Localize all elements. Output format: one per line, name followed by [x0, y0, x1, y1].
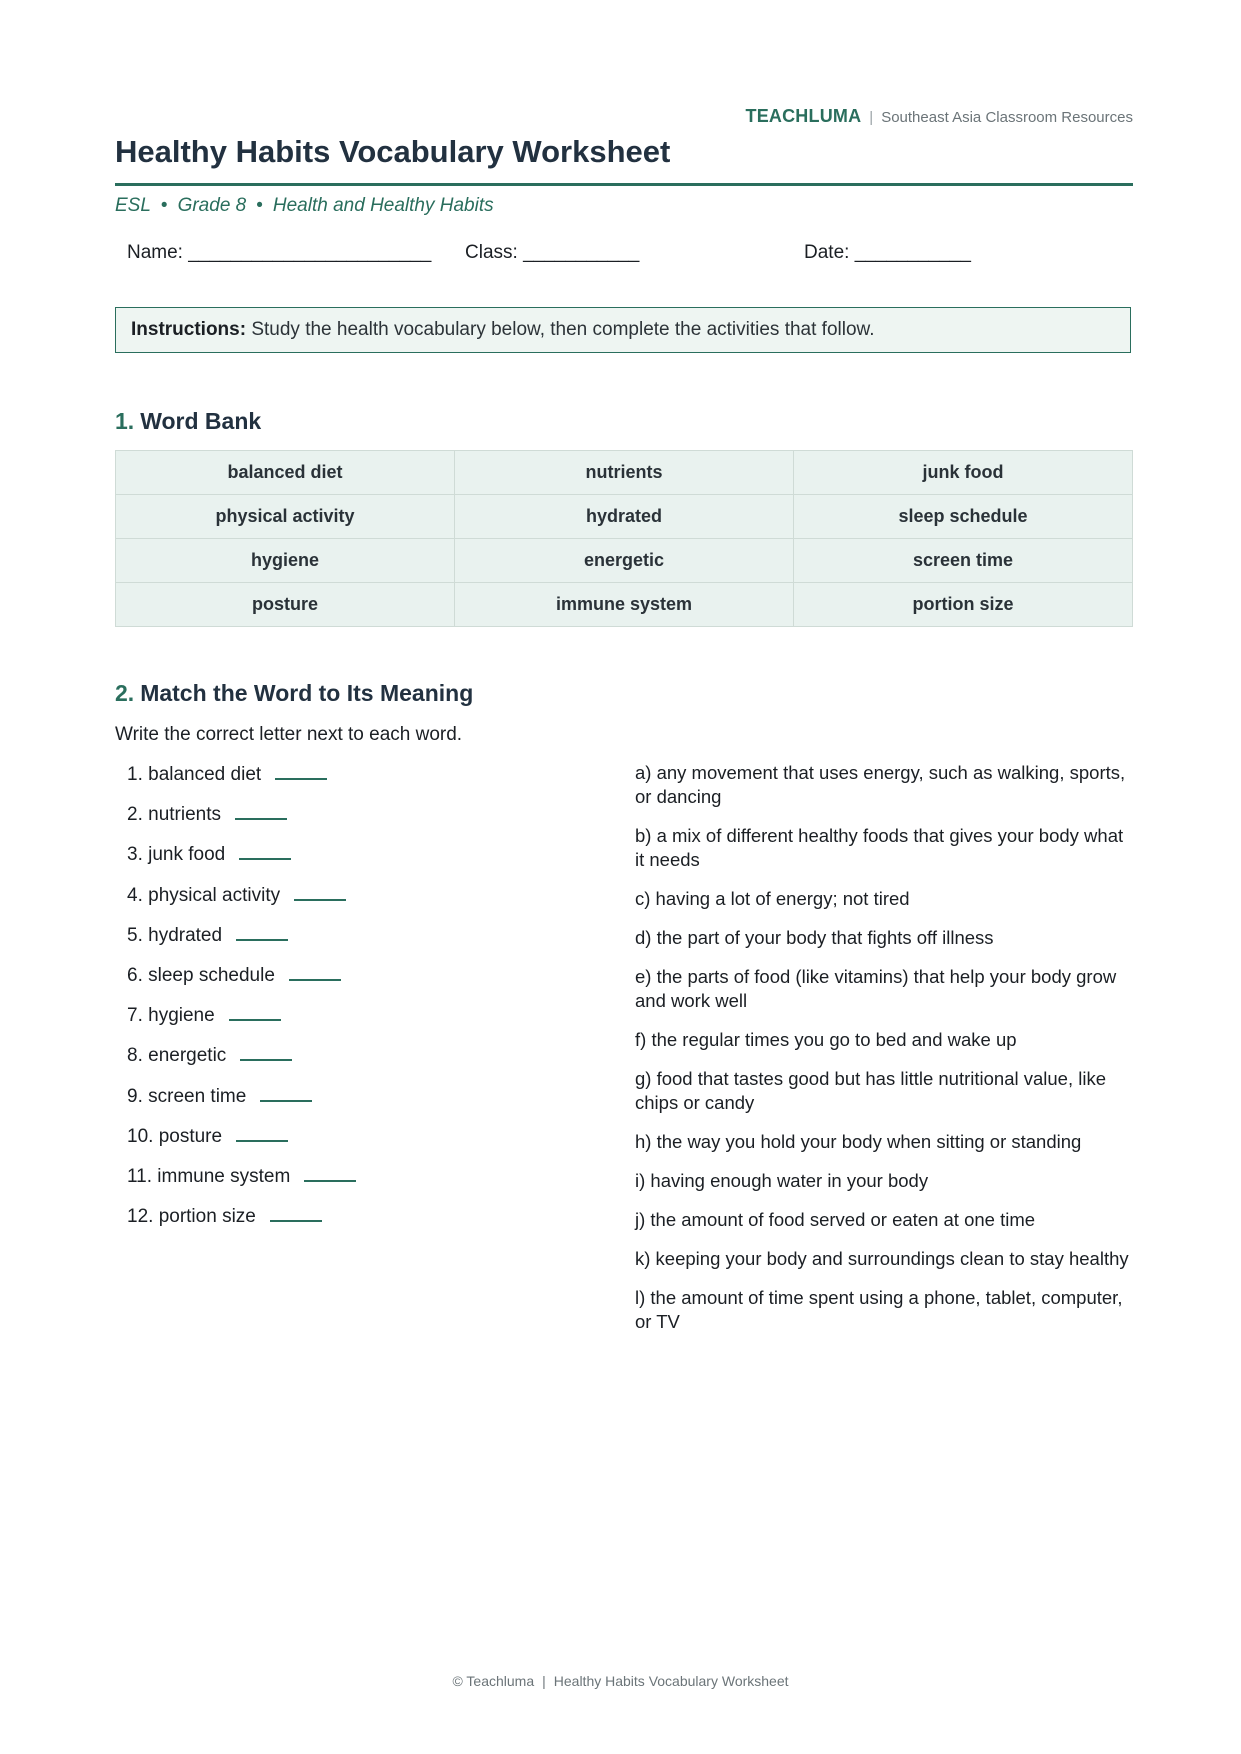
instructions-text: Study the health vocabulary below, then complete the activities that follow.: [246, 319, 875, 340]
match-word-label: 10. posture: [127, 1125, 223, 1147]
name-field[interactable]: Name: _______________________: [127, 242, 432, 263]
match-word-label: 9. screen time: [127, 1085, 247, 1107]
match-word-item: [127, 761, 597, 801]
definition-item: f) the regular times you go to bed and wake up: [635, 1029, 1017, 1050]
brand-tagline: Southeast Asia Classroom Resources: [881, 109, 1133, 126]
match-word-label: 2. nutrients: [127, 804, 221, 826]
match-word-item: [127, 1203, 597, 1243]
word-bank-row: [116, 583, 1133, 627]
answer-blank[interactable]: [289, 962, 341, 981]
match-word-item: [127, 922, 597, 962]
match-word-item: [127, 801, 597, 841]
match-word-label: 4. physical activity: [127, 884, 281, 906]
definition-item: g) food that tastes good but has little nutritional value, like chips or candy: [635, 1068, 1107, 1113]
section-2-heading: [115, 680, 473, 707]
subtitle-subject: ESL: [115, 195, 151, 216]
subtitle: [115, 195, 494, 217]
match-word-item: [127, 1163, 597, 1203]
section-number: 2.: [115, 680, 135, 706]
match-word-item: [127, 1123, 597, 1163]
page-footer: [0, 1673, 1241, 1689]
instructions-label: Instructions:: [131, 319, 247, 340]
match-word-item: [127, 1002, 597, 1042]
date-field[interactable]: Date: ___________: [804, 242, 971, 263]
word-bank-table: [115, 450, 1133, 627]
definition-item: k) keeping your body and surroundings clean to stay healthy: [635, 1248, 1129, 1269]
match-word-item: [127, 1042, 597, 1082]
definition-item: c) having a lot of energy; not tired: [635, 888, 910, 909]
definition-item: i) having enough water in your body: [635, 1170, 929, 1191]
word-bank-cell: sleep schedule: [794, 495, 1133, 539]
subtitle-dot: •: [256, 195, 263, 216]
subtitle-dot: •: [160, 195, 168, 216]
word-bank-row: [116, 451, 1133, 495]
section-number: 1.: [115, 408, 135, 434]
match-word-list: [127, 761, 597, 1243]
answer-blank[interactable]: [294, 882, 346, 901]
match-word-item: [127, 1083, 597, 1123]
definition-item: b) a mix of different healthy foods that gives your body what it needs: [635, 825, 1124, 870]
word-bank-cell: junk food: [794, 451, 1133, 495]
match-word-item: [127, 841, 597, 881]
brand-name: TEACHLUMA: [745, 106, 862, 126]
instructions-box: [115, 307, 1131, 353]
answer-blank[interactable]: [236, 1123, 288, 1142]
match-word-item: [127, 962, 597, 1002]
match-word-label: 11. immune system: [127, 1165, 291, 1187]
word-bank-cell: posture: [116, 583, 455, 627]
definition-item: d) the part of your body that fights off illness: [635, 927, 994, 948]
definition-item: e) the parts of food (like vitamins) that help your body grow and work well: [635, 966, 1117, 1011]
match-word-label: 6. sleep schedule: [127, 964, 275, 986]
answer-blank[interactable]: [236, 922, 288, 941]
answer-blank[interactable]: [240, 1042, 292, 1061]
answer-blank[interactable]: [239, 841, 291, 860]
match-word-label: 5. hydrated: [127, 924, 223, 946]
match-instructions: Write the correct letter next to each word.: [115, 724, 463, 745]
match-word-label: 3. junk food: [127, 844, 226, 866]
match-word-label: 8. energetic: [127, 1045, 227, 1067]
word-bank-row: [116, 539, 1133, 583]
subtitle-topic: Health and Healthy Habits: [272, 195, 494, 216]
word-bank-cell: hydrated: [455, 495, 794, 539]
class-field[interactable]: Class: ___________: [465, 242, 640, 263]
subtitle-grade: Grade 8: [177, 195, 247, 216]
match-word-label: 12. portion size: [127, 1206, 256, 1228]
match-word-label: 7. hygiene: [127, 1005, 215, 1027]
word-bank-cell: physical activity: [116, 495, 455, 539]
word-bank-cell: balanced diet: [116, 451, 455, 495]
definition-item: j) the amount of food served or eaten at one time: [635, 1209, 1036, 1230]
title-divider: [115, 183, 1133, 186]
footer-doc-title: Healthy Habits Vocabulary Worksheet: [553, 1673, 789, 1689]
answer-blank[interactable]: [235, 801, 287, 820]
footer-separator: |: [542, 1673, 546, 1689]
answer-blank[interactable]: [275, 761, 327, 780]
answer-blank[interactable]: [304, 1163, 356, 1182]
word-bank-cell: nutrients: [455, 451, 794, 495]
word-bank-cell: portion size: [794, 583, 1133, 627]
footer-copyright: © Teachluma: [452, 1673, 535, 1689]
section-title: Word Bank: [140, 408, 262, 434]
page-title: Healthy Habits Vocabulary Worksheet: [115, 134, 671, 169]
match-definition-list: [635, 761, 1135, 1349]
definition-item: l) the amount of time spent using a phone, tablet, computer, or TV: [635, 1287, 1123, 1332]
word-bank-cell: hygiene: [116, 539, 455, 583]
section-1-heading: [115, 408, 261, 435]
match-word-item: [127, 882, 597, 922]
definition-item: h) the way you hold your body when sitting or standing: [635, 1131, 1082, 1152]
brand-separator: |: [869, 109, 874, 126]
word-bank-cell: immune system: [455, 583, 794, 627]
definition-item: a) any movement that uses energy, such as walking, sports, or dancing: [635, 762, 1126, 807]
word-bank-row: [116, 495, 1133, 539]
brand-header: [746, 106, 1134, 127]
section-title: Match the Word to Its Meaning: [140, 680, 474, 706]
word-bank-cell: energetic: [455, 539, 794, 583]
answer-blank[interactable]: [270, 1203, 322, 1222]
answer-blank[interactable]: [229, 1002, 281, 1021]
match-word-label: 1. balanced diet: [127, 764, 262, 785]
answer-blank[interactable]: [260, 1083, 312, 1102]
word-bank-cell: screen time: [794, 539, 1133, 583]
